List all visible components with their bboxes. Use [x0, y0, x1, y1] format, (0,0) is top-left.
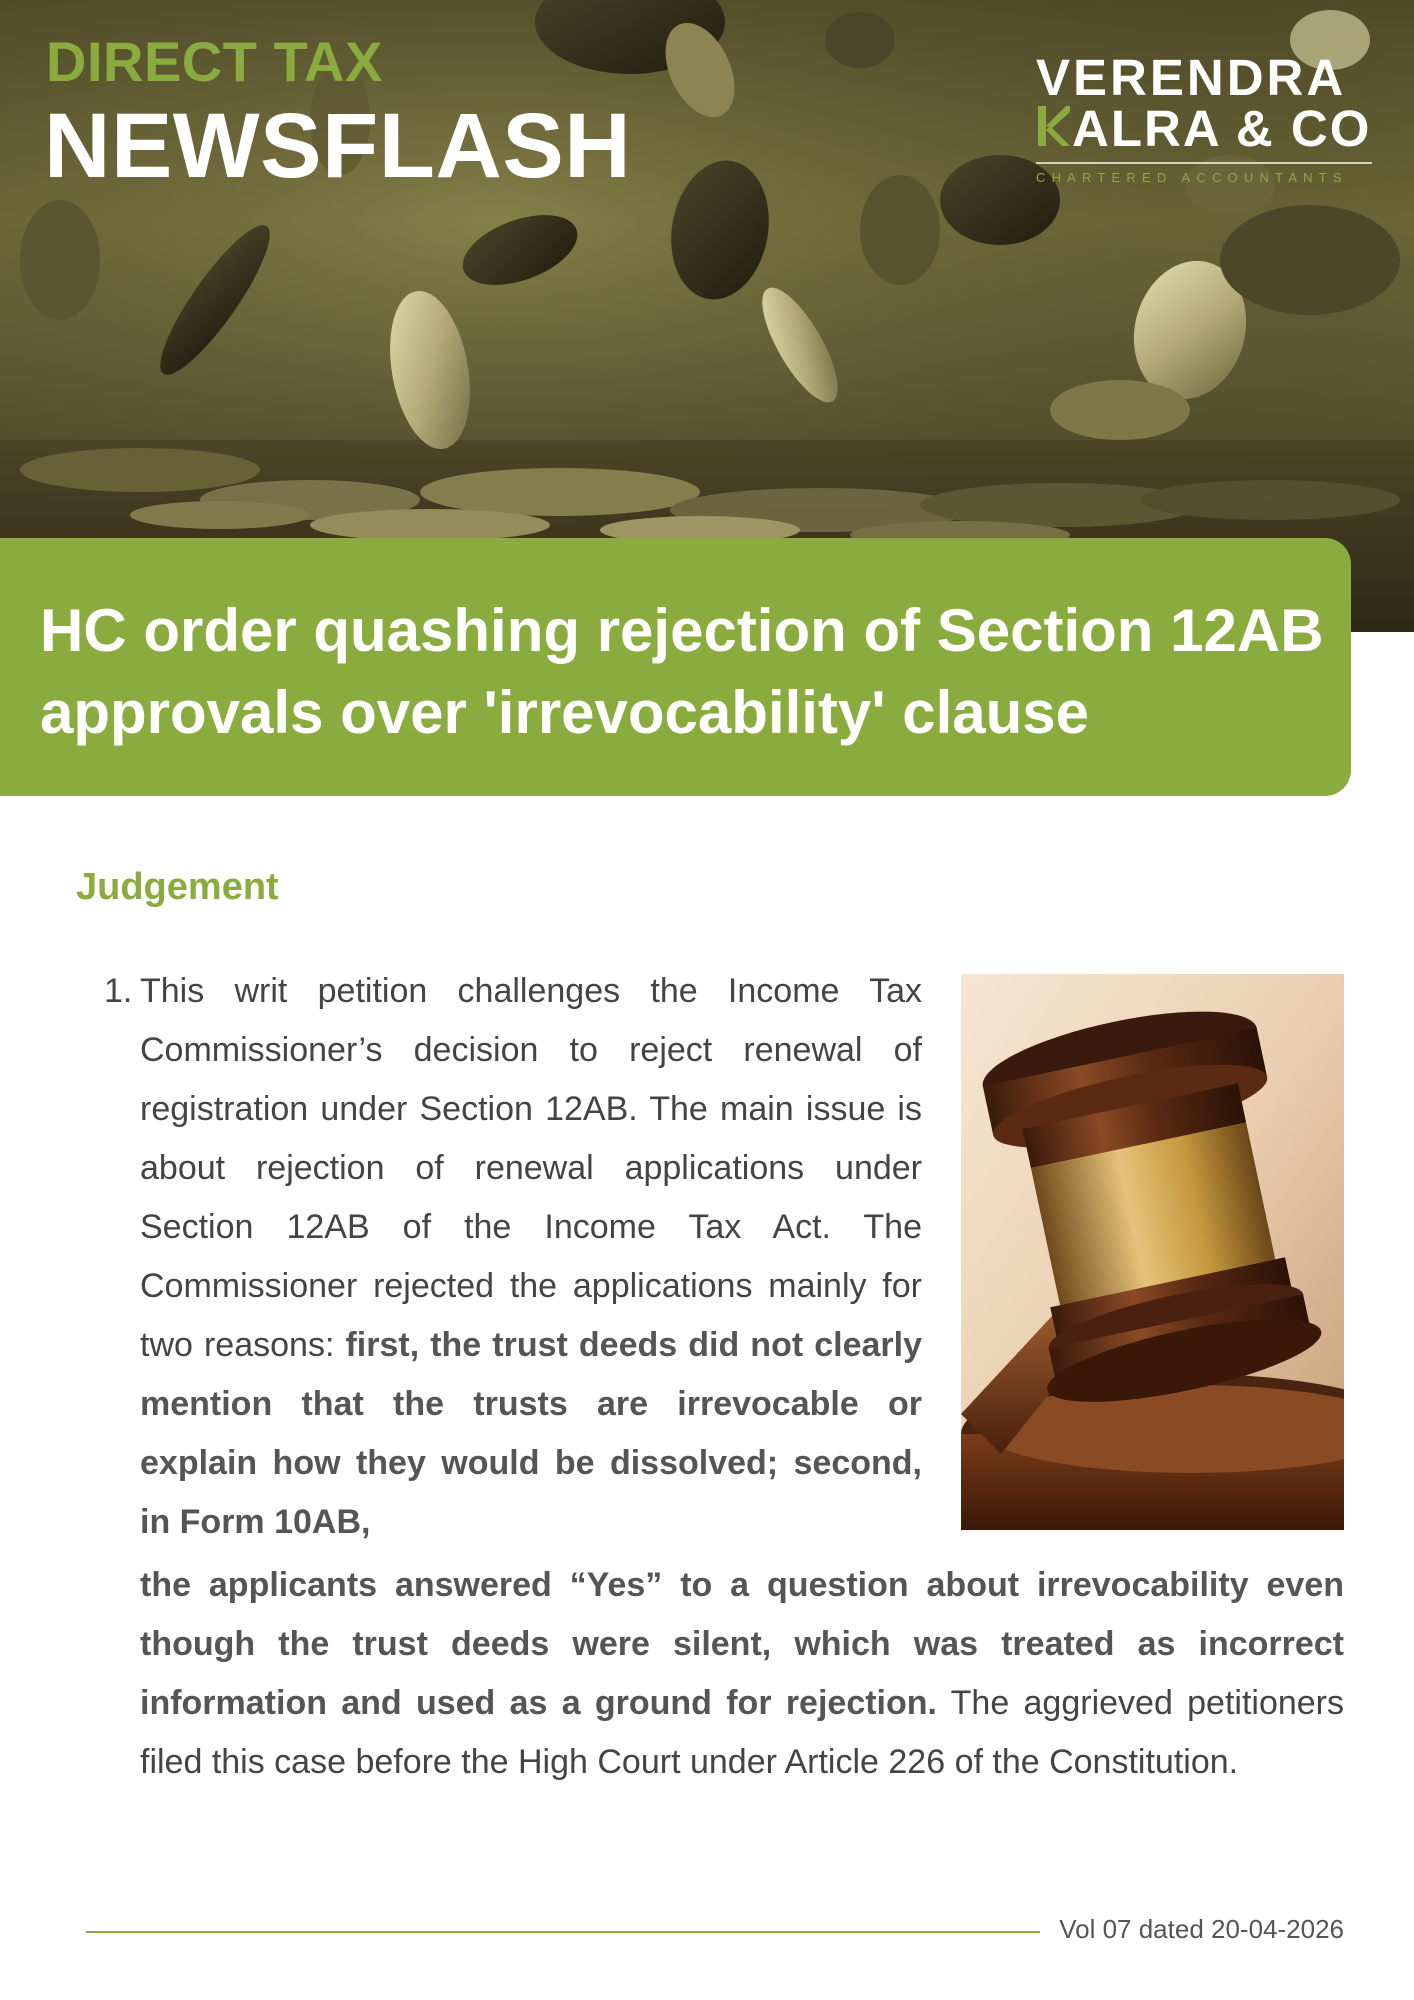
logo-tagline: CHARTERED ACCOUNTANTS — [1036, 170, 1348, 185]
newsletter-kicker: DIRECT TAX — [46, 30, 383, 93]
paragraph-bold-text-2: the applicants answered “Yes” to a question about irrevocability even though the trust deeds were silent, which was treated as incorrect information and used as a ground for rejection. — [140, 1566, 1344, 1722]
list-item-number: 1. — [104, 972, 133, 1010]
section-heading: Judgement — [76, 866, 279, 908]
article-headline: HC order quashing rejection of Section 12AB approvals over 'irrevocability' clause — [40, 597, 1324, 746]
headline-banner — [0, 538, 1351, 796]
paragraph-bold-text: first, the trust deeds did not clearly mention that the trusts are irrevocable or explain how they would be dissolved; second, in Form 10AB, — [140, 1326, 922, 1541]
logo-line-2-text: ALRA & CO — [1072, 100, 1372, 157]
paragraph-part-1 — [140, 962, 922, 1552]
paragraph-part-2 — [140, 1556, 1344, 1792]
logo-k-mark-icon — [1038, 106, 1070, 146]
footer-divider — [86, 1931, 1040, 1933]
newsletter-title: NEWSFLASH — [44, 95, 632, 197]
logo-line-1: VERENDRA — [1036, 49, 1347, 106]
gavel-image — [961, 974, 1344, 1530]
logo-line-2 — [1036, 100, 1376, 157]
footer-volume-date: Vol 07 dated 20-04-2026 — [1059, 1914, 1344, 1944]
paragraph-text: This writ petition challenges the Income Tax Commissioner’s decision to reject renewal of registration under Section 12AB. The main issue is about rejection of renewal applications under Section 12AB of the Income Tax Act. The Commissioner rejected the applications mainly for two reasons: — [140, 972, 922, 1364]
paragraph-text-2: The aggrieved petitioners filed this case before the High Court under Article 226 of the Constitution. — [140, 1684, 1344, 1781]
gavel-illustration — [961, 974, 1344, 1530]
company-logo — [1036, 49, 1376, 185]
logo-divider — [1036, 162, 1372, 164]
